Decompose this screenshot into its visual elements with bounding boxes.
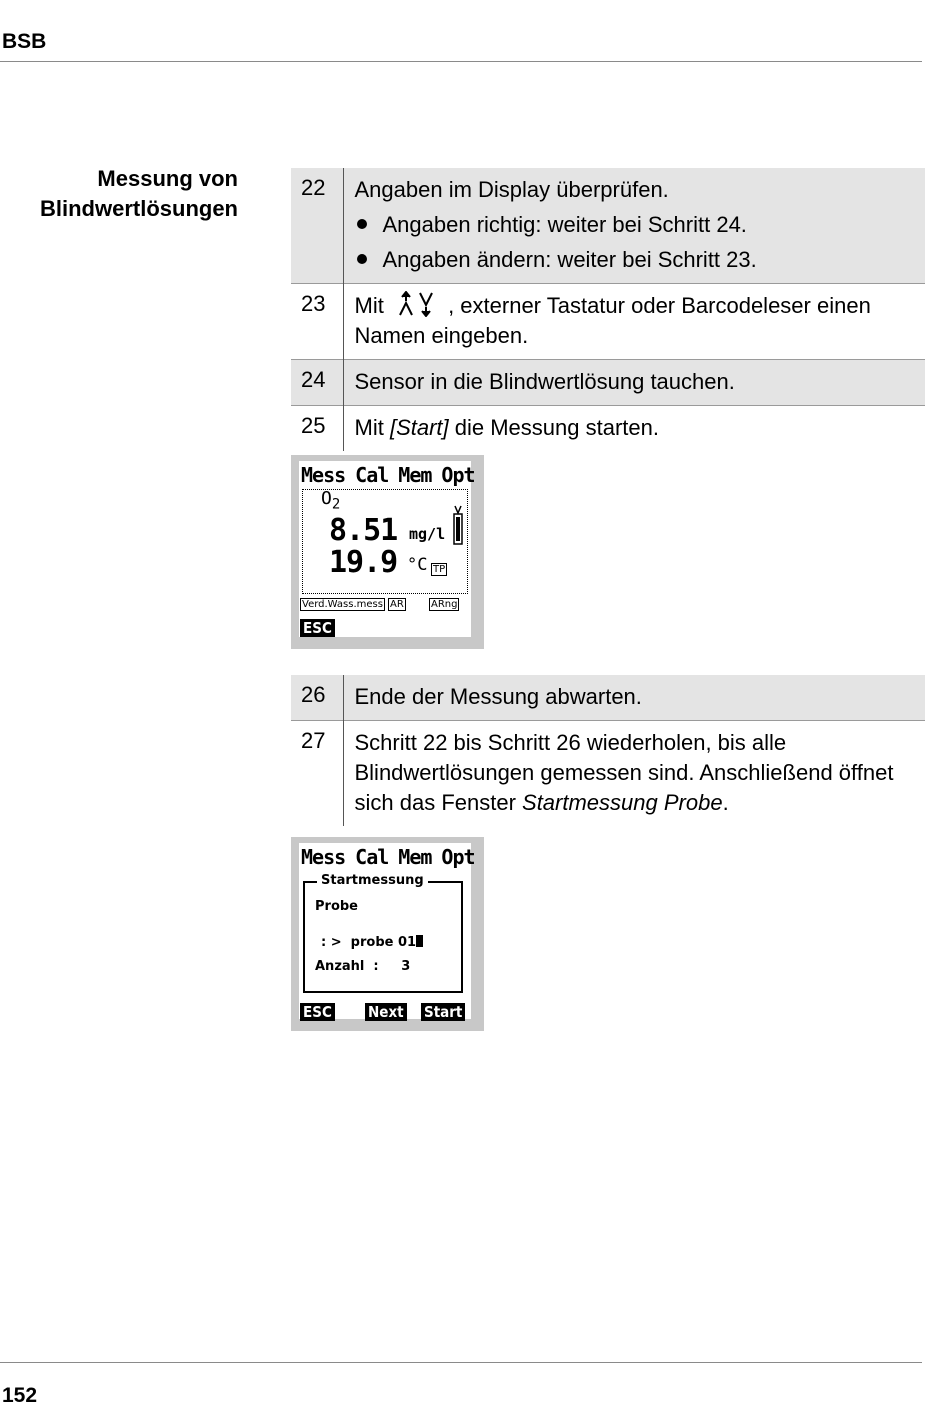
esc-softkey: ESC (300, 619, 335, 637)
display-screenshot-startmessung (291, 837, 484, 1031)
bullet-icon (357, 219, 367, 229)
step-number: 24 (291, 360, 343, 406)
section-heading-line1: Messung von (97, 166, 238, 191)
menu-cal: Cal (355, 845, 389, 869)
text-cursor (416, 935, 423, 947)
header-title: BSB (2, 30, 47, 53)
start-softkey: Start (421, 1003, 465, 1021)
oxygen-value: 8.51 (329, 513, 398, 548)
step-number: 22 (291, 168, 343, 284)
esc-softkey: ESC (300, 1003, 335, 1021)
step-row-22 (291, 168, 925, 284)
footer-rule (0, 1362, 922, 1363)
status-ar: AR (390, 599, 404, 610)
lcd-menu-bar (301, 845, 485, 869)
sample-count: Anzahl : 3 (315, 959, 411, 974)
lcd-menu-bar (301, 463, 485, 487)
step-text-pre: Mit (354, 415, 390, 440)
sensor-probe-icon (451, 505, 465, 545)
step-text-post: die Messung starten. (448, 415, 659, 440)
oxygen-unit: mg/l (409, 525, 446, 543)
startmessung-title: Startmessung (317, 873, 428, 888)
section-heading-line2: Blindwertlösungen (40, 196, 238, 221)
step-row-23 (291, 284, 925, 360)
step-text-post: . (722, 790, 729, 815)
parameter-label: $O_2$ (321, 488, 341, 513)
lcd-screen (299, 843, 475, 1021)
step-number: 27 (291, 721, 343, 827)
steps-table-a (291, 168, 925, 451)
section-heading (0, 164, 238, 224)
menu-mem: Mem (398, 463, 432, 487)
step-text: Ende der Messung abwarten. (343, 675, 925, 721)
step-row-27 (291, 721, 925, 827)
page-number: 152 (2, 1384, 38, 1407)
sample-type-label: Probe (315, 899, 358, 914)
temperature-value: 19.9 (329, 545, 398, 580)
header-rule (0, 61, 922, 62)
sample-name-input: : > probe 01 (321, 935, 423, 950)
status-verd-wass-mess: Verd.Wass.mess (302, 599, 383, 610)
step-row-25 (291, 406, 925, 452)
step-number: 25 (291, 406, 343, 452)
step-text-pre: Mit (354, 293, 384, 318)
bullet-icon (357, 254, 367, 264)
step-text-post: , externer Tastatur oder Barcodeleser einen Namen eingeben. (354, 293, 871, 348)
menu-mem: Mem (398, 845, 432, 869)
status-arng: ARng (431, 599, 458, 610)
menu-mess: Mess (301, 845, 346, 869)
steps-table-b (291, 675, 925, 826)
tp-indicator: TP (433, 564, 446, 575)
step-text: Angaben im Display überprüfen. (354, 177, 669, 202)
next-softkey: Next (365, 1003, 407, 1021)
step-text-pre: Schritt 22 bis Schritt 26 wiederholen, bis alle Blindwertlösungen gemessen sind. Anschließend öffnet sich das Fenster (354, 730, 894, 815)
step-text-italic: [Start] (389, 415, 449, 440)
lcd-screen (299, 461, 475, 637)
bullet-item: Angaben richtig: weiter bei Schritt 24. (355, 210, 916, 240)
temperature-unit: °C (407, 555, 428, 575)
up-down-arrow-keys-icon (392, 291, 440, 317)
menu-mess: Mess (301, 463, 346, 487)
display-screenshot-measurement (291, 455, 484, 649)
menu-opt: Opt (441, 463, 475, 487)
step-text: Sensor in die Blindwertlösung tauchen. (343, 360, 925, 406)
menu-cal: Cal (355, 463, 389, 487)
bullet-item: Angaben ändern: weiter bei Schritt 23. (355, 245, 916, 275)
step-number: 23 (291, 284, 343, 360)
step-text-italic: Startmessung Probe (522, 790, 723, 815)
menu-opt: Opt (441, 845, 475, 869)
step-row-26 (291, 675, 925, 721)
step-number: 26 (291, 675, 343, 721)
step-row-24 (291, 360, 925, 406)
